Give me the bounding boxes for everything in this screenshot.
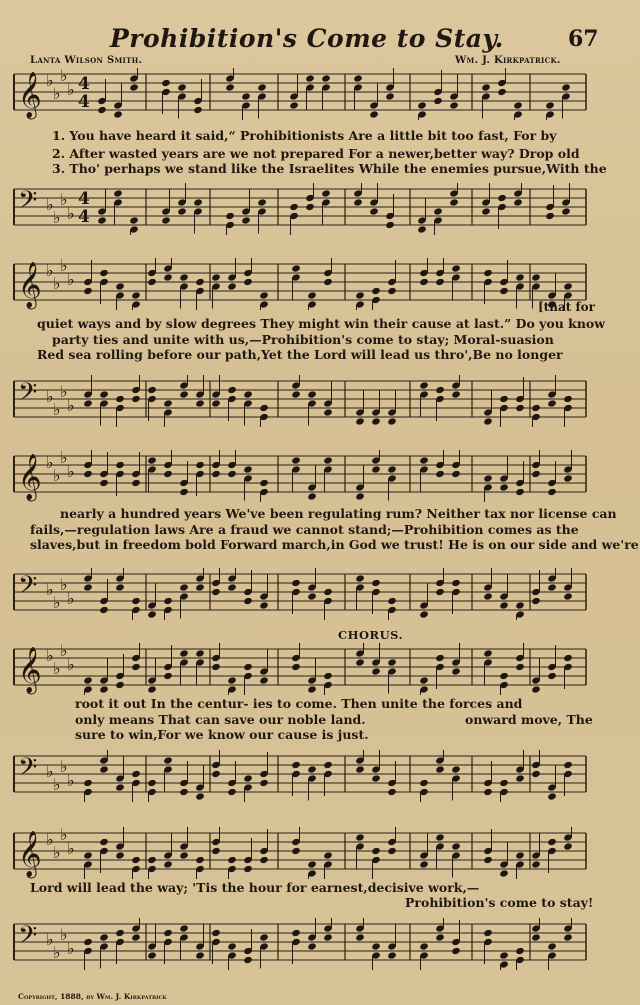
svg-text:𝄞: 𝄞: [18, 647, 42, 693]
svg-text:𝄢: 𝄢: [18, 378, 38, 413]
svg-text:𝄞: 𝄞: [18, 831, 42, 877]
svg-text:♭: ♭: [67, 80, 75, 99]
composer-credit: Wm. J. Kirkpatrick.: [455, 55, 561, 66]
svg-text:♭: ♭: [60, 450, 68, 467]
treble-staff-2: [10, 258, 588, 310]
bass-staff-1: [10, 183, 588, 235]
verse-1-line-4: root it out In the centur- ies to come. Then unite the forces and: [75, 696, 523, 711]
svg-text:♭: ♭: [53, 466, 61, 485]
svg-text:♭: ♭: [67, 771, 75, 790]
svg-text:♭: ♭: [53, 943, 61, 962]
svg-text:♭: ♭: [46, 646, 54, 665]
svg-text:♭: ♭: [53, 593, 61, 612]
svg-text:♭: ♭: [46, 830, 54, 849]
svg-text:♭: ♭: [60, 575, 68, 594]
svg-text:𝄞: 𝄞: [18, 72, 42, 118]
verse-3-line-2: Red sea rolling before our path,Yet the Lord will lead us thro',Be no longer: [37, 347, 563, 362]
verse-1-line-3: nearly a hundred years We've been regulating rum? Neither tax nor license can: [60, 506, 617, 521]
chorus-line-1-end: onward move, The: [465, 712, 593, 727]
verse-2-line-3: fails,—regulation laws Are a fraud we cannot stand;—Prohibition comes as the: [30, 522, 579, 537]
svg-text:♭: ♭: [53, 843, 61, 862]
verse-1-line-2: quiet ways and by slow degrees They might win their cause at last.” Do you know: [37, 316, 606, 331]
verse-3-line-1: 3. Tho' perhaps we stand like the Israelites While the enemies pursue,With the: [52, 161, 607, 176]
svg-text:♭: ♭: [53, 400, 61, 419]
svg-text:4: 4: [78, 92, 90, 112]
svg-text:♭: ♭: [60, 258, 68, 275]
svg-text:♭: ♭: [53, 208, 61, 227]
copyright-notice: Copyright, 1888, by Wm. J. Kirkpatrick: [18, 992, 167, 1001]
svg-text:♭: ♭: [46, 71, 54, 90]
svg-text:♭: ♭: [53, 659, 61, 678]
lyricist-credit: Lanta Wilson Smith.: [30, 55, 143, 66]
svg-text:4: 4: [78, 74, 90, 94]
svg-text:♭: ♭: [53, 274, 61, 293]
svg-text:♭: ♭: [60, 827, 68, 844]
verse-3-line-3: slaves,but in freedom bold Forward march,in God we trust! He is on our side and we're: [30, 537, 639, 552]
svg-text:♭: ♭: [67, 655, 75, 674]
verse-1-continuation: [that for: [538, 300, 595, 314]
svg-text:♭: ♭: [60, 382, 68, 401]
verse-2-line-2: party ties and unite with us,—Prohibition's come to stay; Moral-suasion: [52, 332, 554, 347]
svg-text:4: 4: [78, 207, 90, 227]
chorus-label: CHORUS.: [338, 628, 404, 642]
treble-staff-1: [10, 68, 588, 120]
svg-text:♭: ♭: [46, 261, 54, 280]
verse-2-line-1: 2. After wasted years are we not prepared For a newer,better way? Drop old: [52, 146, 580, 161]
verse-1-line-1: 1. You have heard it said,“ Prohibitionists Are a little bit too fast, For by: [52, 128, 557, 143]
svg-text:♭: ♭: [53, 84, 61, 103]
svg-text:♭: ♭: [60, 925, 68, 944]
svg-text:♭: ♭: [67, 270, 75, 289]
svg-text:𝄢: 𝄢: [18, 186, 38, 221]
svg-text:♭: ♭: [67, 462, 75, 481]
svg-text:♭: ♭: [60, 643, 68, 660]
bass-staff-4: [10, 750, 588, 802]
treble-staff-4: [10, 643, 588, 695]
svg-text:𝄞: 𝄞: [18, 454, 42, 500]
bass-staff-3: [10, 568, 588, 620]
svg-text:♭: ♭: [67, 204, 75, 223]
svg-text:♭: ♭: [67, 589, 75, 608]
bass-staff-5: [10, 918, 588, 970]
svg-text:4: 4: [78, 189, 90, 209]
svg-text:♭: ♭: [46, 387, 54, 406]
svg-text:♭: ♭: [46, 762, 54, 781]
hymn-title: Prohibition's Come to Stay.: [110, 24, 504, 53]
chorus-line-3: Prohibition's come to stay!: [405, 895, 594, 910]
svg-text:𝄞: 𝄞: [18, 262, 42, 308]
svg-text:𝄢: 𝄢: [18, 571, 38, 606]
bass-staff-2: [10, 375, 588, 427]
svg-text:♭: ♭: [46, 195, 54, 214]
svg-text:♭: ♭: [67, 939, 75, 958]
svg-text:𝄢: 𝄢: [18, 753, 38, 788]
svg-text:♭: ♭: [67, 396, 75, 415]
svg-text:♭: ♭: [60, 190, 68, 209]
treble-staff-5: [10, 827, 588, 879]
svg-text:♭: ♭: [46, 453, 54, 472]
svg-text:♭: ♭: [46, 580, 54, 599]
verse-3-line-4: sure to win,For we know our cause is just.: [75, 727, 369, 742]
chorus-line-2: Lord will lead the way; 'Tis the hour for earnest,decisive work,—: [30, 880, 480, 895]
svg-text:♭: ♭: [60, 757, 68, 776]
svg-text:♭: ♭: [60, 68, 68, 85]
svg-text:♭: ♭: [46, 930, 54, 949]
svg-text:♭: ♭: [53, 775, 61, 794]
verse-2-line-4: only means That can save our noble land.: [75, 712, 366, 727]
page-number: 67: [568, 26, 599, 52]
treble-staff-3: [10, 450, 588, 502]
svg-text:♭: ♭: [67, 839, 75, 858]
svg-text:𝄢: 𝄢: [18, 921, 38, 956]
